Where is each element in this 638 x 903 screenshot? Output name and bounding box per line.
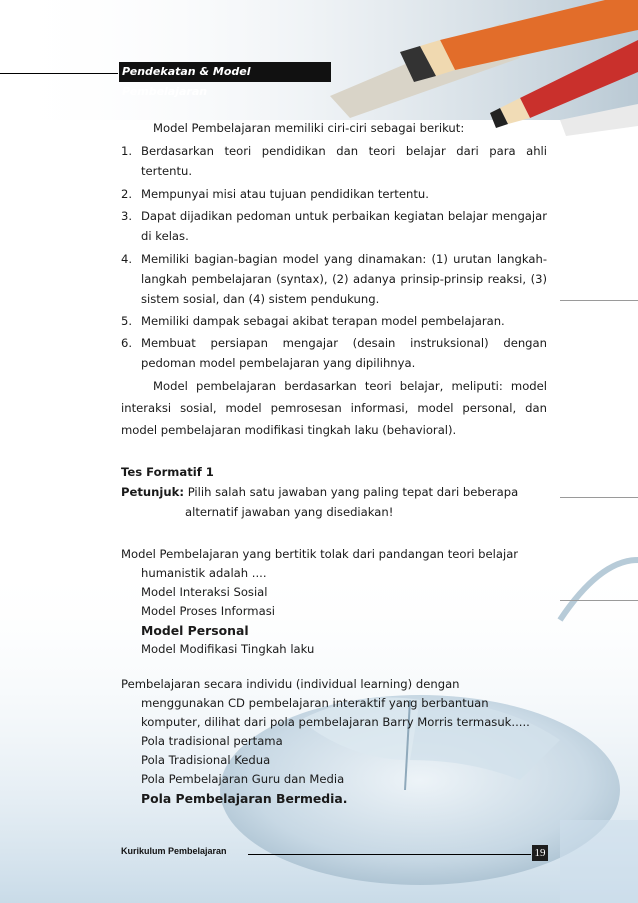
list-text: Berdasarkan teori pendidikan dan teori belajar dari para ahli tertentu.: [141, 144, 547, 178]
margin-rule: [560, 497, 638, 498]
instruction-text: Pilih salah satu jawaban yang paling tepat dari beberapa: [187, 485, 519, 499]
answer-option: Pola Tradisional Kedua: [141, 753, 271, 767]
section-characteristics: [121, 118, 547, 441]
list-item: [121, 249, 547, 309]
list-item: [121, 184, 547, 204]
list-number: 3.: [121, 209, 133, 223]
header-rule: [0, 73, 118, 74]
answer-option: Pola Pembelajaran Guru dan Media: [141, 772, 345, 786]
list-item: [121, 206, 547, 246]
answer-option: Model Proses Informasi: [141, 604, 275, 618]
footer-rule: [248, 854, 531, 855]
page-number: 19: [532, 845, 548, 861]
margin-rule: [560, 300, 638, 301]
list-number: 6.: [121, 336, 133, 350]
test-title: Tes Formatif 1: [121, 465, 214, 479]
question-stem: humanistik adalah ....: [141, 566, 267, 580]
formative-test: [121, 462, 547, 808]
characteristics-list: [121, 141, 547, 373]
list-text: Dapat dijadikan pedoman untuk perbaikan kegiatan belajar mengajar di kelas.: [141, 209, 547, 243]
list-text: Memiliki bagian-bagian model yang dinamakan: (1) urutan langkah-langkah pembelajaran (syntax), (2) adanya prinsip-prinsip reaksi, (3) sistem sosial, dan (4) sistem pendukung.: [141, 252, 547, 306]
instruction-line: [121, 482, 547, 502]
answer-option: Pola tradisional pertama: [141, 734, 283, 748]
answer-option: Model Modifikasi Tingkah laku: [141, 642, 315, 656]
question-1: [121, 545, 547, 659]
answer-option: Model Interaksi Sosial: [141, 585, 268, 599]
list-text: Membuat persiapan mengajar (desain instruksional) dengan pedoman model pembelajaran yang dipilihnya.: [141, 336, 547, 370]
list-text: Memiliki dampak sebagai akibat terapan model pembelajaran.: [141, 314, 505, 328]
list-number: 2.: [121, 187, 133, 201]
answer-option-correct: Model Personal: [141, 623, 249, 638]
list-text: Mempunyai misi atau tujuan pendidikan tertentu.: [141, 187, 429, 201]
answer-option-correct: Pola Pembelajaran Bermedia.: [141, 791, 348, 806]
list-item: [121, 141, 547, 181]
instruction-continuation: alternatif jawaban yang disediakan!: [185, 505, 394, 519]
list-item: [121, 333, 547, 373]
list-number: 1.: [121, 144, 133, 158]
list-item: [121, 311, 547, 331]
question-stem: menggunakan CD pembelajaran interaktif yang berbantuan: [141, 696, 489, 710]
margin-rule: [560, 600, 638, 601]
question-stem: komputer, dilihat dari pola pembelajaran Barry Morris termasuk.....: [141, 715, 530, 729]
question-2: [121, 675, 547, 808]
instruction-label: Petunjuk:: [121, 485, 184, 499]
question-stem: Model Pembelajaran yang bertitik tolak dari pandangan teori belajar: [121, 547, 519, 561]
question-stem: Pembelajaran secara individu (individual learning) dengan: [121, 677, 460, 691]
list-number: 5.: [121, 314, 133, 328]
intro-paragraph: Model Pembelajaran memiliki ciri-ciri sebagai berikut:: [153, 121, 465, 135]
footer-label: Kurikulum Pembelajaran: [121, 846, 227, 856]
list-number: 4.: [121, 252, 133, 266]
closing-paragraph: Model pembelajaran berdasarkan teori belajar, meliputi: model interaksi sosial, model pemrosesan informasi, model personal, dan model pembelajaran modifikasi tingkah laku (behavioral).: [121, 379, 547, 437]
header-title: Pendekatan & Model Pembelajaran: [119, 62, 331, 82]
